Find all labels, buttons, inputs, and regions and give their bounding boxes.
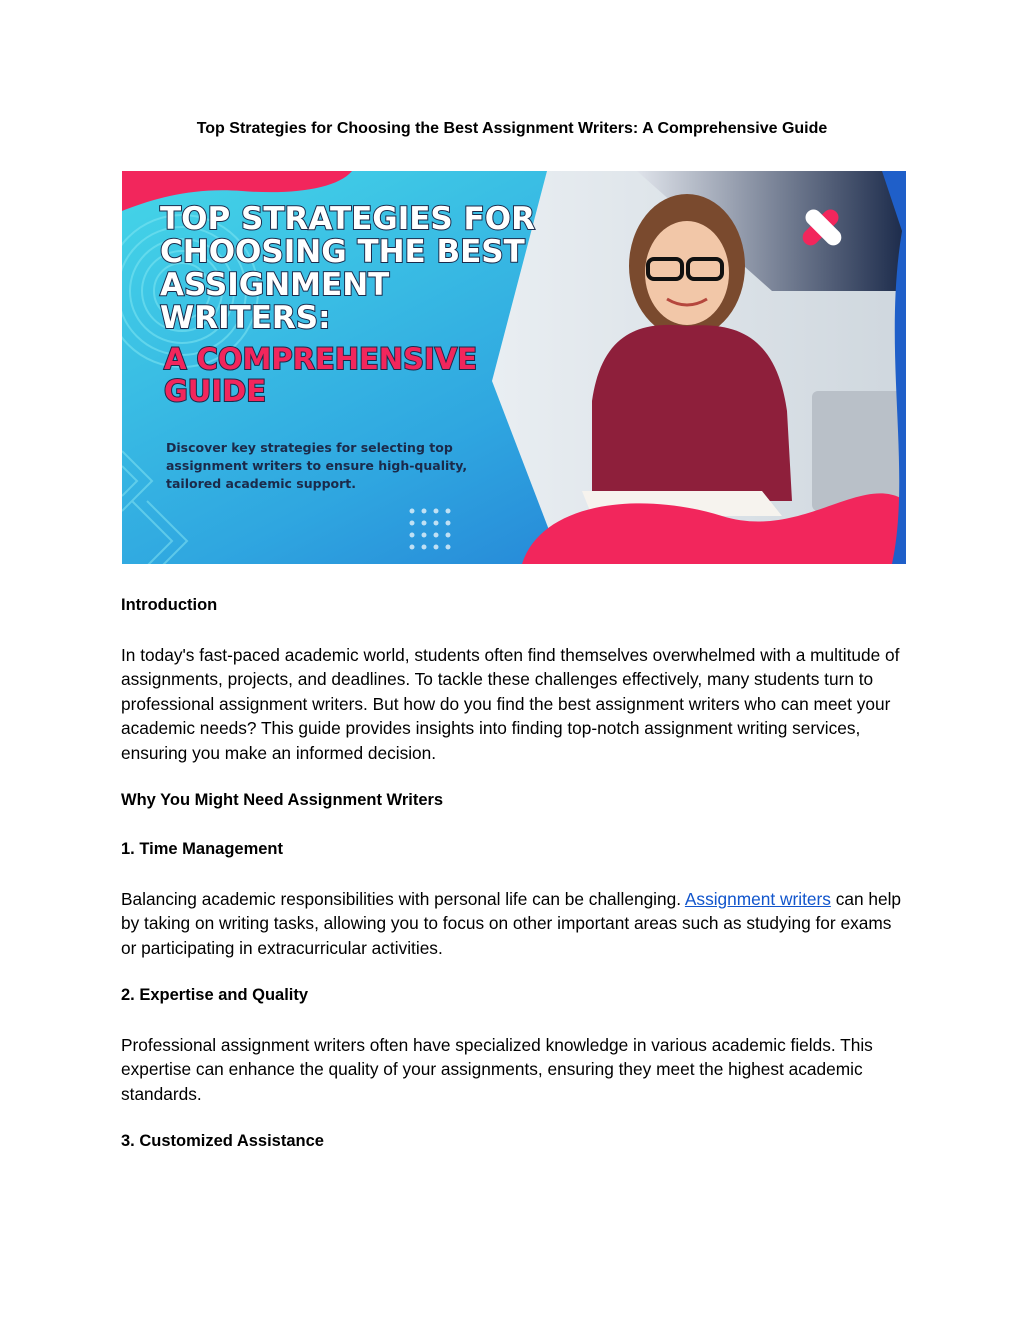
banner-tagline-line-3: tailored academic support.	[166, 476, 356, 491]
banner-tagline-line-1: Discover key strategies for selecting top	[166, 440, 453, 455]
banner-headline-line-3: ASSIGNMENT	[160, 267, 390, 303]
paragraph-text-pre: Balancing academic responsibilities with personal life can be challenging.	[121, 889, 685, 909]
assignment-writers-link[interactable]: Assignment writers	[684, 889, 831, 909]
paragraph-introduction: In today's fast-paced academic world, students often find themselves overwhelmed with a multitude of assignments, projects, and deadlines. To tackle these challenges effectively, many students turn to professional assignment writers. But how do you find the best assignment writers who can meet your academic needs? This guide provides insights into finding top-notch assignment writing services, ensuring you make an informed decision.	[121, 645, 900, 763]
heading-introduction: Introduction	[121, 596, 218, 614]
heading-time-management: 1. Time Management	[121, 840, 283, 858]
banner-headline-line-1: TOP STRATEGIES FOR	[160, 201, 535, 237]
banner-subhead-line-2: GUIDE	[164, 374, 267, 408]
heading-customized-assistance: 3. Customized Assistance	[121, 1132, 324, 1150]
heading-why-need-writers: Why You Might Need Assignment Writers	[121, 791, 444, 809]
heading-expertise-quality: 2. Expertise and Quality	[121, 986, 309, 1004]
banner-image	[122, 171, 906, 564]
banner-tagline-line-2: assignment writers to ensure high-quality,	[166, 458, 468, 473]
banner-headline-line-4: WRITERS:	[160, 300, 331, 336]
paragraph-text-post: can help by taking on writing tasks, allowing you to focus on other important areas such as studying for exams or participating in extracurricular activities.	[121, 889, 902, 958]
banner-headline-line-2: CHOOSING THE BEST	[160, 234, 525, 270]
banner-subhead-line-1: A COMPREHENSIVE	[164, 342, 478, 376]
paragraph-expertise-quality: Professional assignment writers often have specialized knowledge in various academic fields. This expertise can enhance the quality of your assignments, ensuring they meet the highest academic standards.	[121, 1035, 873, 1104]
paragraph-time-management	[121, 887, 911, 960]
document-title: Top Strategies for Choosing the Best Assignment Writers: A Comprehensive Guide	[196, 120, 828, 137]
